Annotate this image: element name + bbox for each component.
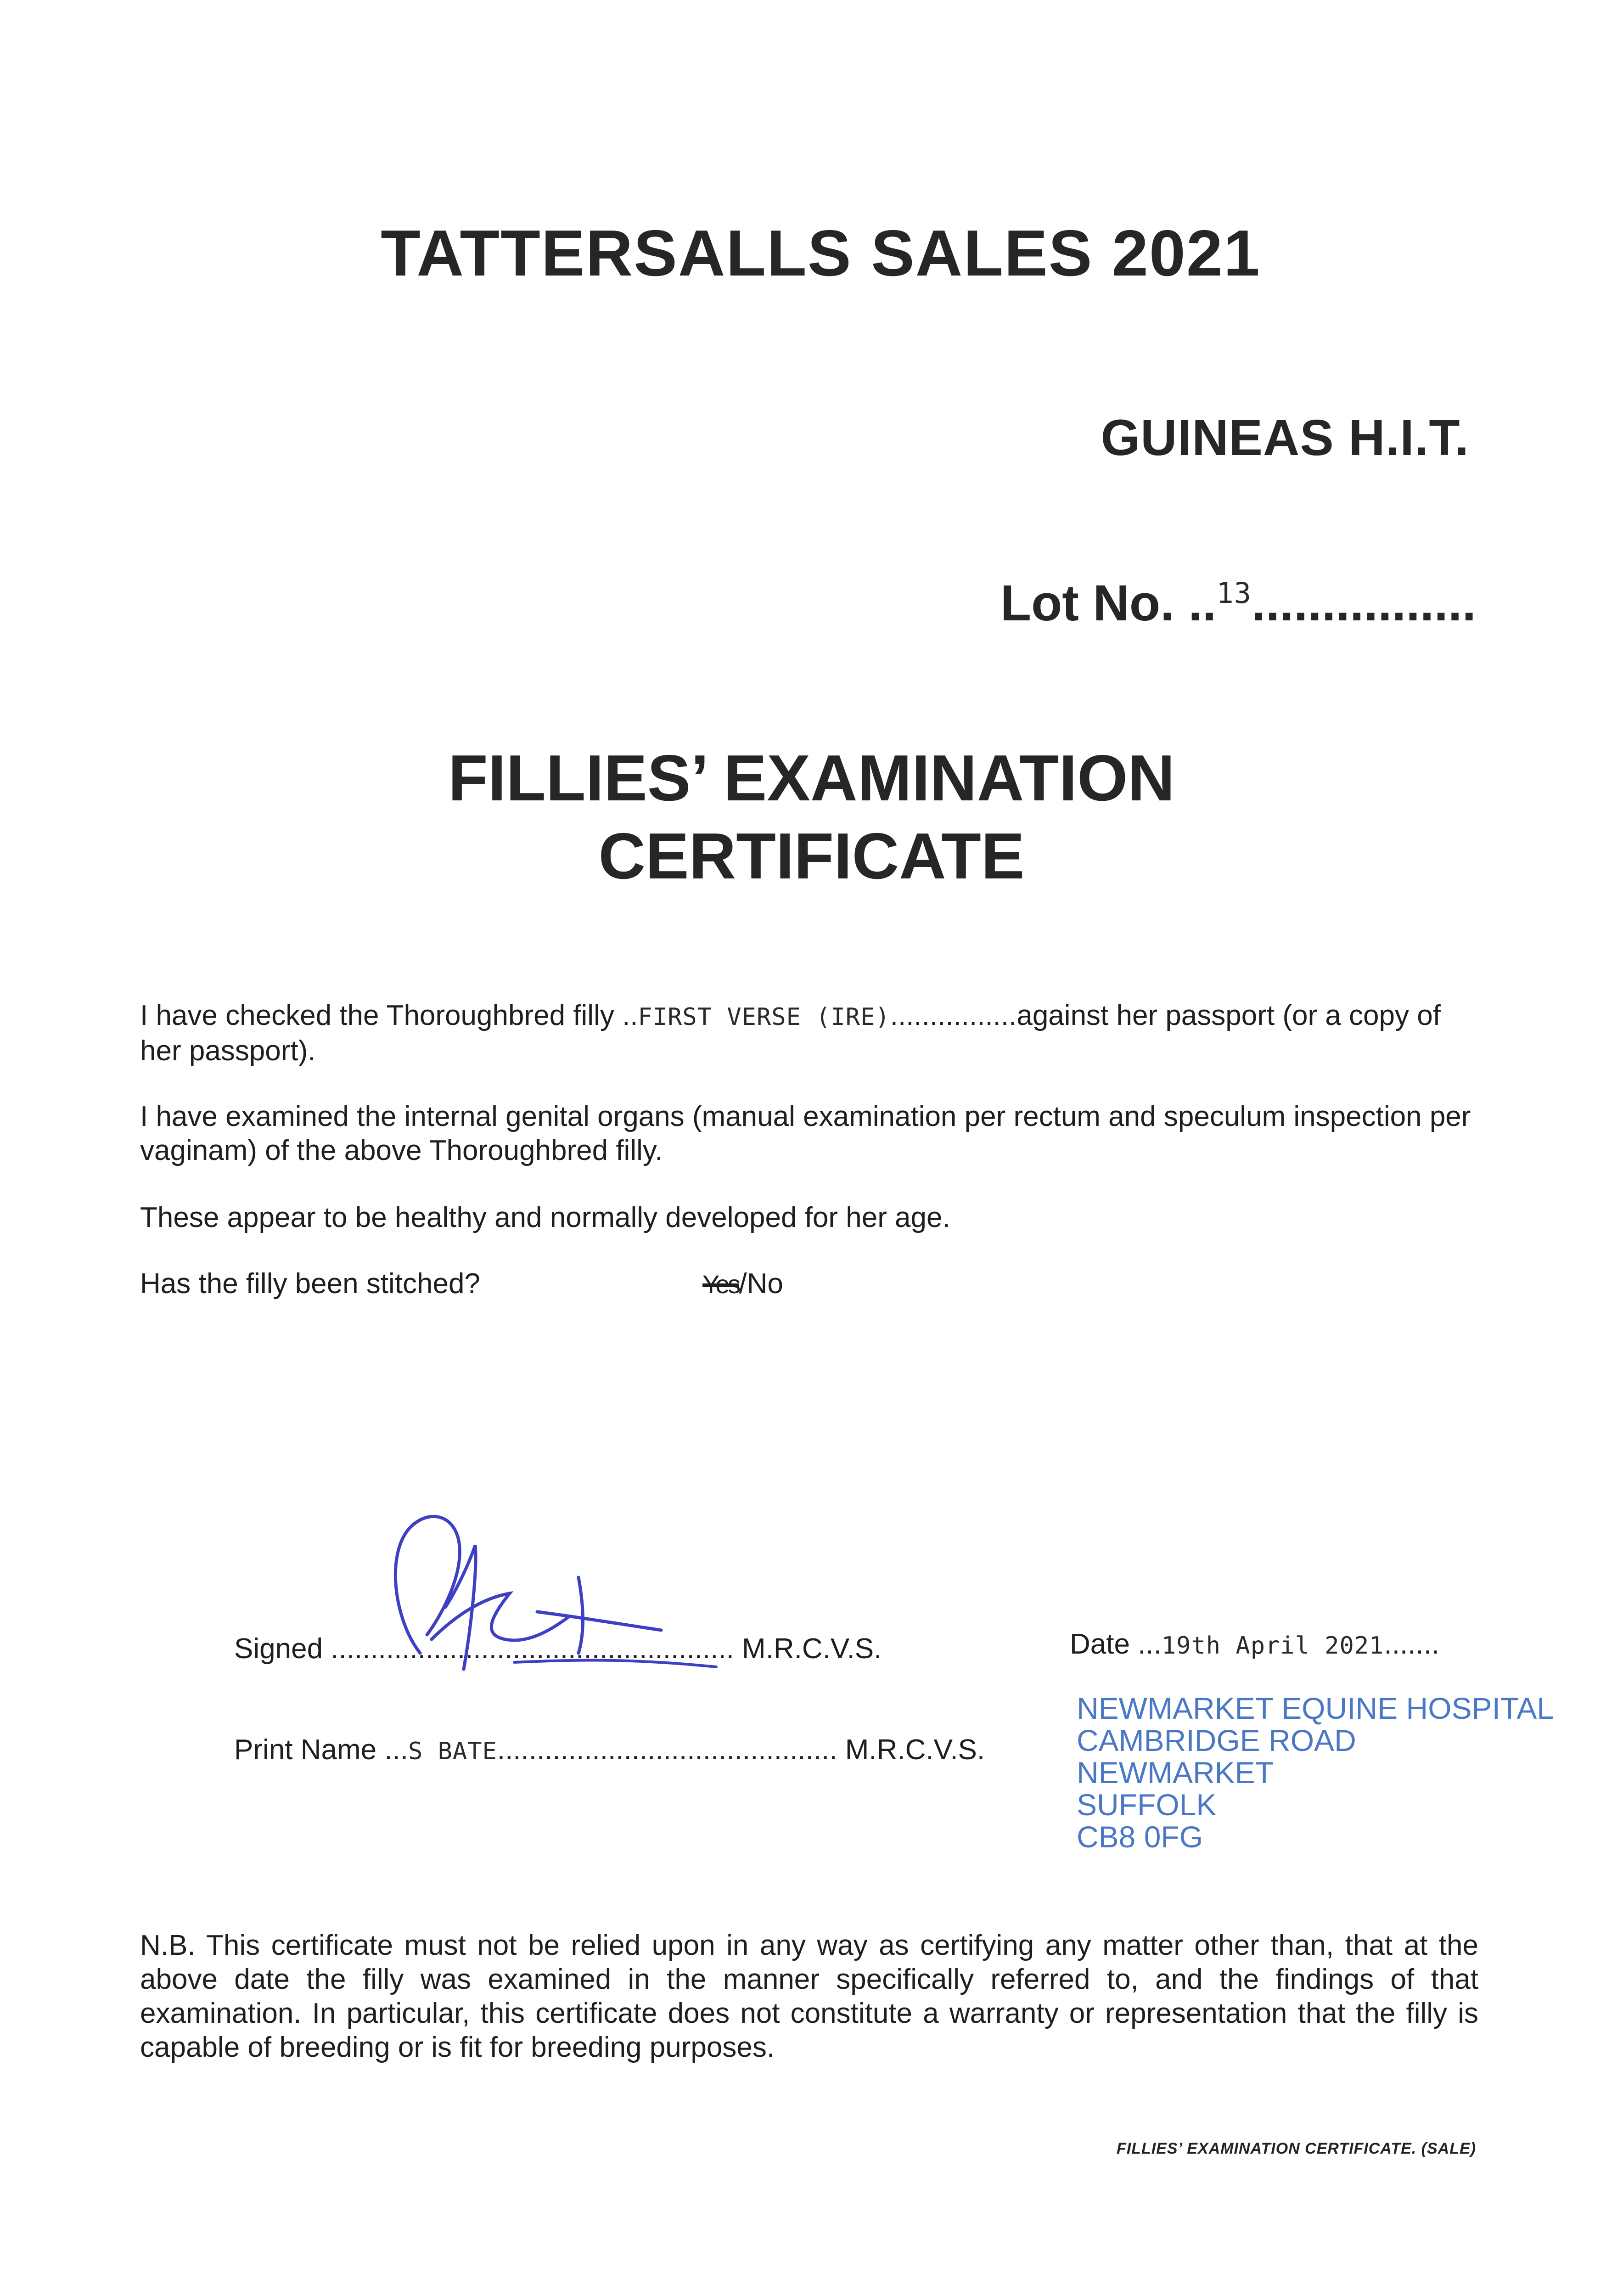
stitched-answer	[702, 1267, 783, 1300]
form-name-footer: FILLIES’ EXAMINATION CERTIFICATE. (SALE)	[1117, 2140, 1476, 2157]
certificate-title-line1: FILLIES’ EXAMINATION	[448, 742, 1175, 815]
stitched-yes-struck: Yes	[702, 1270, 739, 1299]
print-name-line	[234, 1733, 985, 1766]
stamp-line-5: CB8 0FG	[1077, 1820, 1203, 1854]
passport-check-paragraph	[140, 999, 1478, 1068]
signed-label: Signed	[234, 1633, 323, 1665]
date-value: 19th April 2021	[1161, 1632, 1384, 1660]
health-statement: These appear to be healthy and normally developed for her age.	[140, 1202, 950, 1233]
lot-label: Lot No. ..	[1000, 575, 1217, 631]
document-title: TATTERSALLS SALES 2021	[381, 217, 1261, 290]
lot-dots: ................	[1252, 575, 1476, 631]
stitched-no: /No	[739, 1268, 783, 1300]
lot-number-value: 13	[1216, 576, 1252, 610]
date-dots: .......	[1384, 1628, 1440, 1660]
passport-check-suffix: against her passport (or a copy of her passport).	[140, 1000, 1441, 1067]
lot-number-line	[1000, 574, 1476, 632]
hospital-stamp	[1077, 1692, 1554, 1853]
stamp-line-3: NEWMARKET	[1077, 1756, 1274, 1790]
print-name-value: S BATE	[408, 1738, 497, 1765]
sale-name: GUINEAS H.I.T.	[1101, 410, 1469, 466]
signed-dots: ...................................................	[331, 1633, 734, 1665]
date-line	[1070, 1628, 1439, 1660]
print-name-label: Print Name ...	[234, 1734, 408, 1766]
date-label: Date ...	[1070, 1628, 1162, 1660]
disclaimer-notice: N.B. This certificate must not be relied upon in any way as certifying any matter other than, that at the above date the filly was examined in the manner specifically referred to, and the findings of that examination. In particular, this certificate does not constitute a warranty or representation that the filly is capable of breeding or is fit for breeding purposes.	[140, 1930, 1478, 2063]
signed-line	[234, 1632, 882, 1665]
stitched-question: Has the filly been stitched?	[140, 1268, 480, 1300]
stamp-line-4: SUFFOLK	[1077, 1788, 1217, 1822]
filly-name-dots: ................	[890, 1000, 1017, 1031]
mrcvs-signed: M.R.C.V.S.	[742, 1633, 882, 1665]
passport-check-prefix: I have checked the Thoroughbred filly ..	[140, 1000, 638, 1031]
stamp-line-1: NEWMARKET EQUINE HOSPITAL	[1077, 1691, 1554, 1725]
filly-name: FIRST VERSE (IRE)	[638, 1003, 890, 1031]
mrcvs-print: M.R.C.V.S.	[845, 1734, 985, 1766]
certificate-title-line2: CERTIFICATE	[598, 820, 1025, 893]
stamp-line-2: CAMBRIDGE ROAD	[1077, 1723, 1356, 1757]
print-name-dots: ...........................................	[497, 1734, 837, 1766]
examination-paragraph: I have examined the internal genital organs (manual examination per rectum and speculum inspection per vaginam) of the above Thoroughbred filly.	[140, 1101, 1471, 1166]
certificate-title	[0, 739, 1623, 895]
